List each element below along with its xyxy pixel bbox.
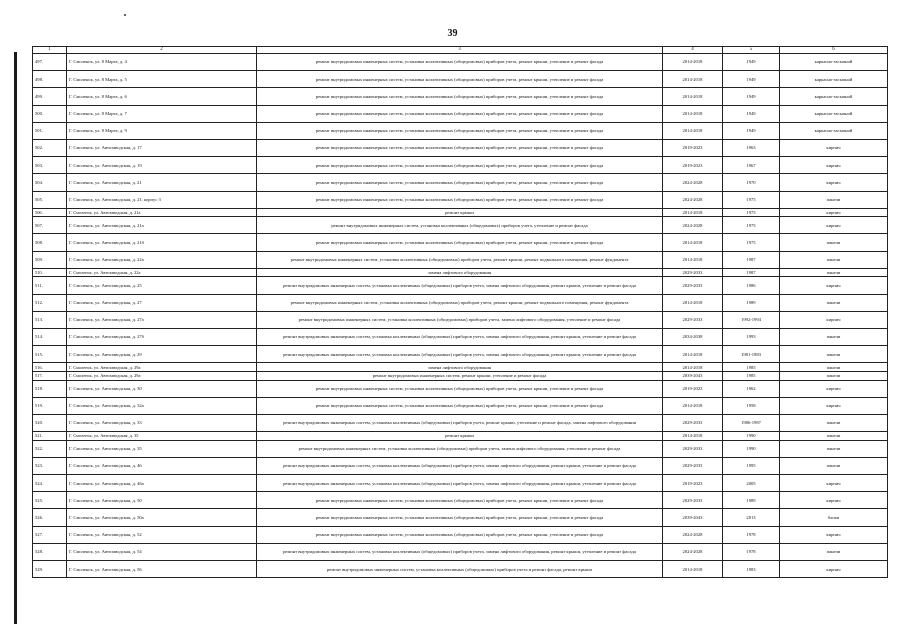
- row-address: Г. Смоленск, ул. Автозаводская, д. 27б: [67, 329, 257, 346]
- row-number: 524.: [33, 475, 67, 492]
- row-work-types: ремонт внутридомовых инженерных систем, установка коллективных (общедомовых) приборов учета, ремонт крыши, утепление и ремонт фасада: [257, 122, 663, 139]
- row-build-year: 1949: [723, 122, 780, 139]
- row-address: Г. Смоленск, ул. Автозаводская, д. 21: [67, 174, 257, 191]
- row-period: 2019-2023: [663, 475, 723, 492]
- row-wall-material: каркасно-засыпной: [780, 54, 888, 71]
- row-number: 504.: [33, 174, 67, 191]
- row-number: 502.: [33, 139, 67, 156]
- row-number: 521.: [33, 432, 67, 441]
- row-wall-material: кирпич: [780, 217, 888, 234]
- row-work-types: ремонт внутридомовых инженерных систем, установка коллективных (общедомовых) приборов учета, замена лифтового оборудования, ремонт крыши, утепление и ремонт фасада: [257, 475, 663, 492]
- row-address: Г. Смоленск, ул. Автозаводская, д. 32а: [67, 397, 257, 414]
- row-work-types: ремонт внутридомовых инженерных систем, установка коллективных (общедомовых) приборов учета, ремонт крыши, утепление и ремонт фасада: [257, 71, 663, 88]
- row-number: 506.: [33, 208, 67, 217]
- row-work-types: ремонт внутридомовых инженерных систем, установка коллективных (общедомовых) приборов учета, ремонт крыши, ремонт подвального помещения, ремонт фундамента: [257, 294, 663, 311]
- row-work-types: ремонт внутридомовых инженерных систем, установка коллективных (общедомовых) приборов учета, ремонт крыши, утепление и ремонт фасада: [257, 526, 663, 543]
- row-build-year: 2005: [723, 475, 780, 492]
- row-wall-material: панели: [780, 363, 888, 372]
- row-work-types: ремонт внутридомовых инженерных систем, установка коллективных (общедомовых) приборов учета, замена лифтового оборудования, ремонт крыши, утепление и ремонт фасада: [257, 346, 663, 363]
- row-period: 2029-2033: [663, 440, 723, 457]
- row-build-year: 1993: [723, 329, 780, 346]
- row-wall-material: панели: [780, 251, 888, 268]
- row-work-types: ремонт внутридомовых инженерных систем, ремонт крыши, утепление и ремонт фасада: [257, 371, 663, 380]
- table-row: [33, 174, 888, 191]
- row-build-year: 1978: [723, 543, 780, 560]
- row-address: Г. Смоленск, ул. Автозаводская, д. 50а: [67, 509, 257, 526]
- row-build-year: 1987: [723, 251, 780, 268]
- row-address: Г. Смоленск, ул. Автозаводская, д. 50: [67, 492, 257, 509]
- row-number: 508.: [33, 234, 67, 251]
- row-wall-material: блоки: [780, 509, 888, 526]
- row-period: 2014-2018: [663, 432, 723, 441]
- row-address: Г. Смоленск, ул. 8 Марта, д. 9: [67, 122, 257, 139]
- row-wall-material: кирпич: [780, 277, 888, 294]
- row-period: 2014-2018: [663, 251, 723, 268]
- table-row: [33, 294, 888, 311]
- row-wall-material: кирпич: [780, 139, 888, 156]
- row-number: 517.: [33, 371, 67, 380]
- row-number: 514.: [33, 329, 67, 346]
- row-wall-material: панели: [780, 346, 888, 363]
- row-address: Г. Смоленск, ул. Автозаводская, д. 56: [67, 561, 257, 578]
- row-build-year: 1970: [723, 174, 780, 191]
- row-number: 497.: [33, 54, 67, 71]
- row-number: 511.: [33, 277, 67, 294]
- row-period: 2034-2038: [663, 329, 723, 346]
- row-build-year: 1958: [723, 397, 780, 414]
- table-row: [33, 311, 888, 328]
- row-wall-material: панели: [780, 191, 888, 208]
- row-number: 509.: [33, 251, 67, 268]
- row-wall-material: кирпич: [780, 475, 888, 492]
- row-build-year: 1989: [723, 492, 780, 509]
- row-period: 2024-2028: [663, 191, 723, 208]
- row-work-types: ремонт внутридомовых инженерных систем, установка коллективных (общедомовых) приборов учета и ремонт фасада, ремонт крыши: [257, 561, 663, 578]
- row-period: 2014-2018: [663, 561, 723, 578]
- row-period: 2029-2033: [663, 414, 723, 431]
- row-address: Г. Смоленск, ул. Автозаводская, д. 46а: [67, 475, 257, 492]
- row-work-types: ремонт внутридомовых инженерных систем, установка коллективных (общедомовых) приборов учета, ремонт крыши, утепление и ремонт фасада: [257, 54, 663, 71]
- row-address: Г. Смоленск, ул. Автозаводская, д. 33: [67, 414, 257, 431]
- row-address: Г. Смоленск, ул. Автозаводская, д. 21а: [67, 208, 257, 217]
- row-address: Г. Смоленск, ул. Автозаводская, д. 27а: [67, 311, 257, 328]
- row-address: Г. Смоленск, ул. 8 Марта, д. 5: [67, 71, 257, 88]
- row-work-types: ремонт внутридомовых инженерных систем, установка коллективных (общедомовых) приборов учета, ремонт крыши, утепление и ремонт фасада: [257, 234, 663, 251]
- row-address: Г. Смоленск, ул. Автозаводская, д. 22а: [67, 268, 257, 277]
- row-period: 2019-2023: [663, 139, 723, 156]
- row-build-year: 1949: [723, 88, 780, 105]
- row-address: Г. Смоленск, ул. Автозаводская, д. 25: [67, 277, 257, 294]
- table-row: [33, 139, 888, 156]
- row-number: 499.: [33, 88, 67, 105]
- row-address: Г. Смоленск, ул. Автозаводская, д. 27: [67, 294, 257, 311]
- row-number: 507.: [33, 217, 67, 234]
- row-work-types: ремонт внутридомовых инженерных систем, установка коллективных (общедомовых) приборов учета, замена лифтового оборудования, ремонт крыши, утепление и ремонт фасада: [257, 277, 663, 294]
- row-number: 519.: [33, 397, 67, 414]
- row-number: 520.: [33, 414, 67, 431]
- row-build-year: 2013: [723, 509, 780, 526]
- row-address: Г. Смоленск, ул. Автозаводская, д. 21, корпус 3: [67, 191, 257, 208]
- row-work-types: ремонт внутридомовых инженерных систем, установка коллективных (общедомовых) приборов учета, ремонт крыши, утепление и ремонт фасада: [257, 380, 663, 397]
- row-work-types: ремонт внутридомовых инженерных систем, установка коллективных (общедомовых) приборов учета, ремонт крыши, ремонт подвального помещения, ремонт фундамента: [257, 251, 663, 268]
- row-address: Г. Смоленск, ул. Автозаводская, д. 22а: [67, 251, 257, 268]
- row-wall-material: кирпич: [780, 157, 888, 174]
- row-work-types: замена лифтового оборудования: [257, 268, 663, 277]
- row-number: 503.: [33, 157, 67, 174]
- row-build-year: 1995: [723, 457, 780, 474]
- row-number: 501.: [33, 122, 67, 139]
- row-address: Г. Смоленск, ул. Автозаводская, д. 29а: [67, 371, 257, 380]
- table-row: [33, 432, 888, 441]
- row-work-types: ремонт внутридомовых инженерных систем, установка коллективных (общедомовых) приборов учета, ремонт крыши, утепление и ремонт фасада: [257, 509, 663, 526]
- row-work-types: ремонт внутридомовых инженерных систем, установка коллективных (общедомовых) приборов учета, замена лифтового оборудования, ремонт крыши, утепление и ремонт фасада: [257, 329, 663, 346]
- column-header: 2: [67, 47, 257, 54]
- row-period: 2014-2018: [663, 54, 723, 71]
- row-work-types: ремонт крыши: [257, 432, 663, 441]
- row-build-year: 1990: [723, 432, 780, 441]
- row-period: 2029-2033: [663, 268, 723, 277]
- row-address: Г. Смоленск, ул. 8 Марта, д. 6: [67, 88, 257, 105]
- row-number: 527.: [33, 526, 67, 543]
- row-address: Г. Смоленск, ул. Автозаводская, д. 35: [67, 440, 257, 457]
- table-row: [33, 88, 888, 105]
- table-row: [33, 157, 888, 174]
- row-wall-material: кирпич: [780, 208, 888, 217]
- table-row: [33, 363, 888, 372]
- row-wall-material: каркасно-засыпной: [780, 71, 888, 88]
- row-work-types: ремонт внутридомовых инженерных систем, установка коллективных (общедомовых) приборов учета, ремонт крыши, утепление и ремонт фасада: [257, 191, 663, 208]
- table-row: [33, 414, 888, 431]
- row-period: 2039-2043: [663, 509, 723, 526]
- row-wall-material: панели: [780, 543, 888, 560]
- row-number: 528.: [33, 543, 67, 560]
- row-number: 500.: [33, 105, 67, 122]
- row-address: Г. Смоленск, ул. Автозаводская, д. 54: [67, 543, 257, 560]
- row-work-types: ремонт внутридомовых инженерных систем, установка коллективных (общедомовых) приборов учета, утепление и ремонт фасада: [257, 217, 663, 234]
- row-address: Г. Смоленск, ул. Автозаводская, д. 52: [67, 526, 257, 543]
- row-work-types: ремонт внутридомовых инженерных систем, установка коллективных (общедомовых) приборов учета, ремонт крыши, утепление и ремонт фасада: [257, 397, 663, 414]
- row-wall-material: панели: [780, 234, 888, 251]
- table-row: [33, 191, 888, 208]
- row-period: 2019-2023: [663, 157, 723, 174]
- row-work-types: ремонт внутридомовых инженерных систем, установка коллективных (общедомовых) приборов учета, замена лифтового оборудования, утепление и ремонт фасада: [257, 440, 663, 457]
- row-address: Г. Смоленск, ул. Автозаводская, д. 29а: [67, 363, 257, 372]
- row-build-year: 1963: [723, 139, 780, 156]
- table-row: [33, 371, 888, 380]
- row-build-year: 1975: [723, 234, 780, 251]
- row-wall-material: кирпич: [780, 397, 888, 414]
- table-row: [33, 380, 888, 397]
- table-row: [33, 251, 888, 268]
- row-period: 2029-2033: [663, 277, 723, 294]
- row-build-year: 1985: [723, 363, 780, 372]
- row-wall-material: каркасно-засыпной: [780, 122, 888, 139]
- row-build-year: 1990: [723, 440, 780, 457]
- row-wall-material: панели: [780, 414, 888, 431]
- row-number: 515.: [33, 346, 67, 363]
- table-row: [33, 277, 888, 294]
- row-build-year: 1949: [723, 54, 780, 71]
- row-work-types: ремонт внутридомовых инженерных систем, установка коллективных (общедомовых) приборов учета, ремонт крыши, утепление и ремонт фасада: [257, 492, 663, 509]
- column-header: 5: [723, 47, 780, 54]
- row-number: 526.: [33, 509, 67, 526]
- table-row: [33, 268, 888, 277]
- row-wall-material: панели: [780, 329, 888, 346]
- row-wall-material: панели: [780, 440, 888, 457]
- row-period: 2029-2033: [663, 457, 723, 474]
- row-address: Г. Смоленск, ул. 8 Марта, д. 4: [67, 54, 257, 71]
- row-wall-material: кирпич: [780, 561, 888, 578]
- table-row: [33, 526, 888, 543]
- row-wall-material: панели: [780, 457, 888, 474]
- row-number: 513.: [33, 311, 67, 328]
- row-work-types: ремонт внутридомовых инженерных систем, установка коллективных (общедомовых) приборов учета, ремонт крыши, утепление и ремонт фасада: [257, 157, 663, 174]
- table-row: [33, 71, 888, 88]
- row-address: Г. Смоленск, ул. Автозаводская, д. 17: [67, 139, 257, 156]
- row-work-types: замена лифтового оборудования: [257, 363, 663, 372]
- column-header: 4: [663, 47, 723, 54]
- row-wall-material: кирпич: [780, 174, 888, 191]
- row-period: 2014-2018: [663, 105, 723, 122]
- table-row: [33, 234, 888, 251]
- row-period: 2014-2018: [663, 397, 723, 414]
- row-number: 518.: [33, 380, 67, 397]
- column-header: 1: [33, 47, 67, 54]
- scan-speck: [124, 14, 126, 16]
- row-build-year: 1985: [723, 371, 780, 380]
- row-period: 2014-2018: [663, 294, 723, 311]
- table-row: [33, 475, 888, 492]
- row-period: 2014-2018: [663, 208, 723, 217]
- row-wall-material: панели: [780, 268, 888, 277]
- table-row: [33, 492, 888, 509]
- table-row: [33, 509, 888, 526]
- row-period: 2029-2033: [663, 492, 723, 509]
- table-row: [33, 217, 888, 234]
- row-build-year: 1986-1987: [723, 414, 780, 431]
- row-period: 2014-2018: [663, 88, 723, 105]
- row-build-year: 1967: [723, 157, 780, 174]
- row-work-types: ремонт крыши: [257, 208, 663, 217]
- row-work-types: ремонт внутридомовых инженерных систем, установка коллективных (общедомовых) приборов учета, ремонт крыши, утепление и ремонт фасада, замена лифтового оборудования: [257, 414, 663, 431]
- row-wall-material: панели: [780, 432, 888, 441]
- row-wall-material: панели: [780, 294, 888, 311]
- row-number: 522.: [33, 440, 67, 457]
- row-work-types: ремонт внутридомовых инженерных систем, установка коллективных (общедомовых) приборов учета, ремонт крыши, утепление и ремонт фасада: [257, 174, 663, 191]
- row-period: 2024-2028: [663, 217, 723, 234]
- row-period: 2024-2028: [663, 526, 723, 543]
- row-wall-material: каркасно-засыпной: [780, 88, 888, 105]
- table-row: [33, 440, 888, 457]
- row-number: 529.: [33, 561, 67, 578]
- row-build-year: 1975: [723, 208, 780, 217]
- table-header-row: [33, 47, 888, 54]
- table-body: [33, 54, 888, 578]
- row-period: 2039-2043: [663, 371, 723, 380]
- row-number: 505.: [33, 191, 67, 208]
- row-period: 2024-2028: [663, 543, 723, 560]
- row-number: 510.: [33, 268, 67, 277]
- row-period: 2014-2018: [663, 346, 723, 363]
- row-wall-material: кирпич: [780, 526, 888, 543]
- row-wall-material: каркасно-засыпной: [780, 105, 888, 122]
- table-row: [33, 543, 888, 560]
- row-build-year: 1975: [723, 191, 780, 208]
- row-work-types: ремонт внутридомовых инженерных систем, установка коллективных (общедомовых) приборов учета, ремонт крыши, утепление и ремонт фасада: [257, 139, 663, 156]
- row-address: Г. Смоленск, ул. Автозаводская, д. 29: [67, 346, 257, 363]
- table-row: [33, 54, 888, 71]
- row-wall-material: кирпич: [780, 380, 888, 397]
- row-number: 498.: [33, 71, 67, 88]
- row-address: Г. Смоленск, ул. Автозаводская, д. 19: [67, 157, 257, 174]
- row-build-year: 1986: [723, 277, 780, 294]
- row-wall-material: панели: [780, 371, 888, 380]
- row-number: 525.: [33, 492, 67, 509]
- row-period: 2029-2033: [663, 311, 723, 328]
- row-work-types: ремонт внутридомовых инженерных систем, установка коллективных (общедомовых) приборов учета, замена лифтового оборудования, ремонт крыши, утепление и ремонт фасада: [257, 457, 663, 474]
- row-period: 2014-2018: [663, 234, 723, 251]
- row-period: 2024-2028: [663, 174, 723, 191]
- row-address: Г. Смоленск, ул. Автозаводская, д. 30: [67, 380, 257, 397]
- row-build-year: 1949: [723, 71, 780, 88]
- row-address: Г. Смоленск, ул. Автозаводская, д. 46: [67, 457, 257, 474]
- table-row: [33, 329, 888, 346]
- row-wall-material: кирпич: [780, 311, 888, 328]
- table-row: [33, 457, 888, 474]
- column-header: 3: [257, 47, 663, 54]
- row-build-year: 1962: [723, 380, 780, 397]
- row-build-year: 1992-1994: [723, 311, 780, 328]
- row-build-year: 1989: [723, 294, 780, 311]
- table-row: [33, 208, 888, 217]
- row-period: 2014-2018: [663, 363, 723, 372]
- row-work-types: ремонт внутридомовых инженерных систем, установка коллективных (общедомовых) приборов учета, ремонт крыши, утепление и ремонт фасада: [257, 88, 663, 105]
- binding-edge: [14, 52, 17, 624]
- row-address: Г. Смоленск, ул. Автозаводская, д. 21а: [67, 217, 257, 234]
- row-build-year: 1975: [723, 217, 780, 234]
- table-row: [33, 397, 888, 414]
- table-row: [33, 561, 888, 578]
- repair-program-table: [32, 46, 888, 578]
- row-period: 2014-2018: [663, 71, 723, 88]
- row-address: Г. Смоленск, ул. 8 Марта, д. 7: [67, 105, 257, 122]
- row-number: 523.: [33, 457, 67, 474]
- table-row: [33, 122, 888, 139]
- row-build-year: 1981-1983: [723, 346, 780, 363]
- row-period: 2014-2018: [663, 122, 723, 139]
- row-wall-material: кирпич: [780, 492, 888, 509]
- page-number: 39: [447, 28, 458, 39]
- row-work-types: ремонт внутридомовых инженерных систем, установка коллективных (общедомовых) приборов учета, замена лифтового оборудования, утепление и ремонт фасада: [257, 311, 663, 328]
- row-build-year: 1949: [723, 105, 780, 122]
- row-address: Г. Смоленск, ул. Автозаводская, д. 21б: [67, 234, 257, 251]
- row-build-year: 1978: [723, 526, 780, 543]
- row-period: 2019-2023: [663, 380, 723, 397]
- row-build-year: 1983: [723, 561, 780, 578]
- row-work-types: ремонт внутридомовых инженерных систем, установка коллективных (общедомовых) приборов учета, замена лифтового оборудования, ремонт крыши, утепление и ремонт фасада: [257, 543, 663, 560]
- row-address: Г. Смоленск, ул. Автозаводская, д. 35: [67, 432, 257, 441]
- table-row: [33, 346, 888, 363]
- table-row: [33, 105, 888, 122]
- row-work-types: ремонт внутридомовых инженерных систем, установка коллективных (общедомовых) приборов учета, ремонт крыши, утепление и ремонт фасада: [257, 105, 663, 122]
- column-header: 6: [780, 47, 888, 54]
- row-build-year: 1987: [723, 268, 780, 277]
- row-number: 516.: [33, 363, 67, 372]
- row-number: 512.: [33, 294, 67, 311]
